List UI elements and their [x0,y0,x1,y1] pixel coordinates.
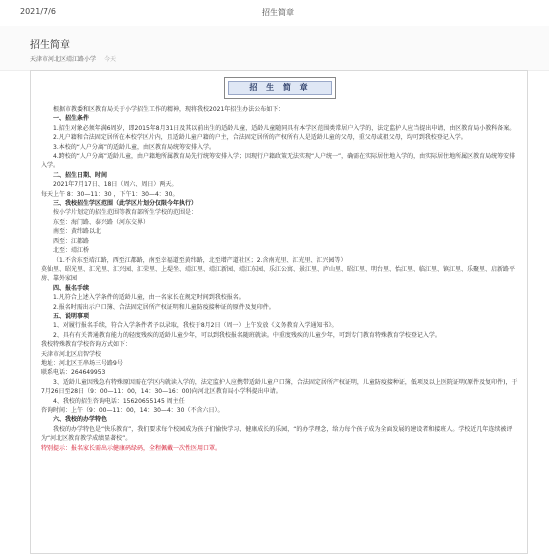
section-heading: 一、招生条件 [53,115,90,123]
banner [224,77,336,99]
print-page-title: 招生简章 [262,8,294,17]
publisher-link[interactable]: 天津市河北区靖江路小学 [30,56,97,63]
section-heading: 二、招生日期、时间 [53,171,108,179]
intro-paragraph: 根据市教委和区教育局关于小学招生工作的精神，现将我校2021年招生办法公布如下： [53,106,285,113]
print-date: 2021/7/6 [20,7,56,16]
paragraph: 1.招生对象必须年满6周岁，即2015年8月31日及其以前出生的适龄儿童，适龄儿童随同具有本学区范围类常居户入学的，法定监护人应当提出申请，由区教育局小教科备案。 [53,124,516,132]
paragraph: 2.凡户籍和合法固定居所在本校学区片内，且适龄儿童户籍的户主，合法固定居所的产权所有人是适龄儿童的父母，重父母或祖父母，均可到我校登记入学。 [53,134,467,142]
paragraph: 2、具有有关普通教育能力的轻度残疾的适龄儿童少年，可以到我校报名随班就读。中重度残疾的儿童少年，可到专门教育特殊教育学校登记入学。 [53,331,441,339]
boundary-south: 南至：黄纬路以北 [53,228,102,236]
paragraph: 1.凡符合上述入学条件的适龄儿童，由一名家长在规定时间到我校报名。 [53,294,245,302]
consult-phone: 4、我校的招生咨询电话：15620655145 周主任 [53,397,185,405]
consult-time: 咨询时间：上午（9：00—11：00，14：30—4：30（不含六日）。 [41,407,224,414]
article-title: 招生简章 [30,40,70,51]
article-meta [30,54,116,63]
section-heading: 三、我校招生学区范围（此学区片划分仅限今年执行） [53,200,198,208]
paragraph: 2.报名时需出示户口簿、合法固定居所产权证明和儿童防疫接种证的原件及复印件。 [53,303,275,311]
paragraph: （1.不含东至靖江路，西至江都路，南至幸福道至黄纬路，北至增产道社区；2.含南光里、汇光里、汇兴园等） [53,256,347,264]
area-list: 莫仙里、昭光里、汇光里、汇兴园、汇荣里、上堤坐、靖江里、靖江新园、靖江东园、乐江公寓、景江里、庐山里、昭江里、明台里、怡江里、临江里、镇江里、乐聚里、启新路平房、靠外家园 [41,265,516,283]
section-heading: 六、我校的办学特色 [53,416,108,424]
boundary-west: 西至：江都路 [53,237,90,245]
article-body [30,70,528,554]
article-header [0,26,549,71]
browser-header [0,0,549,26]
school-phone: 联系电话：264649953 [41,369,106,377]
school-name: 天津市河北区启智学校 [41,350,102,358]
article-content [41,105,519,453]
special-notice: 特别提示：报名家长需出示健康码绿码，全程佩戴一次性医用口罩。 [41,444,222,452]
paragraph: 我校特殊教育学校咨询方式如下： [41,341,132,349]
paragraph: 3.本校的“人户分离”的适龄儿童，由区教育局统筹安排入学。 [53,143,215,151]
boundary-north: 北至：靖江桥 [53,247,90,255]
paragraph: 1、对履行报名手续，符合入学条件者予以录取，我校于8月2日（周一）上午发放《义务教育入学通知书》。 [53,322,338,330]
banner-label: 招 生 简 章 [228,81,332,95]
paragraph: 按小学片划定的招生范围等教育部所生学校的范围是： [53,209,198,217]
school-address: 地址：河北区王串场三号路9号 [41,359,123,367]
boundary-east: 东至：海门路、泰兴路（河东交界） [53,218,150,226]
section-heading: 五、说明事项 [53,312,90,320]
paragraph: 4.跨校的“人户分离”适龄儿童，由户籍地所属教育局先行统筹安排入学；因现行户籍政策无法实现“人户统一”，确需在实际居住地入学的，由实际居住地所属区教育局统筹安排入学。 [41,153,516,170]
publish-time: 今天 [103,56,116,63]
paragraph: 我校的办学特色是“快乐教育”，我们要求每个校园成为孩子们愉快学习、健康成长的乐园，“的办学理念，给力每个孩子成为全面发展的建设者和接班人。学校近几年连续被评为“河北区教育教学成绩显著校”。 [41,425,513,443]
section-heading: 四、报名手续 [53,284,90,292]
paragraph: 2021年7月17日、18日（周六、周日）两天。 [53,181,178,189]
paragraph: 每天上午 8：30—11：30 ，下午1：30—4：30。 [41,190,179,198]
paragraph: 3、适龄儿童因残急有特殊原因需在学区内就读入学的，法定监护人应携带适龄儿童户口簿，合法固定居所产权证明，儿童防疫接种证，低项及以上医院证明(原件及复印件)，于7月26日至28日（9：00—11：00，14：30—16：00)向河北区教育局小学科提出申请。 [41,378,518,396]
